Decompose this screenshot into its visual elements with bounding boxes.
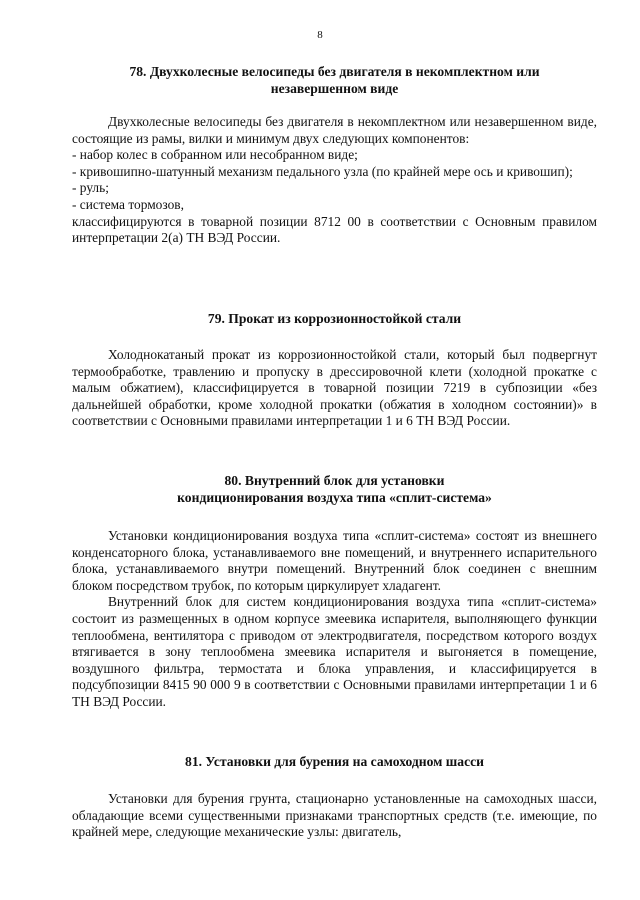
heading-line: 80. Внутренний блок для установки: [224, 473, 445, 488]
page-number: 8: [317, 29, 323, 41]
section-81-body: [72, 791, 597, 841]
section-78-body: [72, 114, 597, 247]
list-item: - кривошипно-шатунный механизм педального узла (по крайней мере ось и кривошип);: [72, 163, 573, 179]
list-item: - набор колес в собранном или несобранном виде;: [72, 147, 358, 163]
heading-line: кондиционирования воздуха типа «сплит-система»: [177, 490, 492, 505]
section-80: [72, 472, 597, 506]
section-79-body: [72, 347, 597, 430]
paragraph: Холоднокатаный прокат из коррозионностойкой стали, который был подвергнут термообработке, травлению и пропуску в дрессировочной клети (холодной прокатке с малым обжатием), классифицируется в товарной позиции 7219 в субпозиции «без дальнейшей обработки, кроме холодной прокатки (обжатия в холодном состоянии)» в соответствии с Основными правилами интерпретации 1 и 6 ТН ВЭД России.: [72, 347, 597, 429]
section-79: [72, 310, 597, 327]
heading-line: 78. Двухколесные велосипеды без двигателя в некомплектном или: [129, 64, 540, 79]
paragraph: Внутренний блок для систем кондиционирования воздуха типа «сплит-система» состоит из размещенных в одном корпусе змеевика испарителя, выполняющего функции теплообмена, вентилятора с приводом от электродвигателя, посредством которого воздух втягивается в зону теплообмена змеевика испарителя и выгоняется в помещение, воздушного фильтра, термостата и блока управления, и классифицируется в подсубпозиции 8415 90 000 9 в соответствии с Основными правилами интерпретации 1 и 6 ТН ВЭД России.: [72, 594, 597, 709]
paragraph: Установки кондиционирования воздуха типа «сплит-система» состоят из внешнего конденсаторного блока, устанавливаемого вне помещений, и внутреннего испарительного блока, устанавливаемого внутри помещений. Внутренний блок соединен с внешним блоком посредством трубок, по которым циркулирует хладагент.: [72, 528, 597, 593]
heading-line: 79. Прокат из коррозионностойкой стали: [207, 311, 462, 326]
section-heading: [72, 63, 597, 97]
paragraph: Установки для бурения грунта, стационарно установленные на самоходных шасси, обладающие всеми существенными признаками транспортных средств (т.е. имеющие, по крайней мере, следующие механические узлы: двигатель,: [72, 791, 597, 840]
list-item: - руль;: [72, 180, 109, 196]
section-81: [72, 753, 597, 770]
list-item: - система тормозов,: [72, 196, 184, 212]
section-heading: [72, 310, 597, 327]
paragraph: Двухколесные велосипеды без двигателя в некомплектном или незавершенном виде, состоящие из рамы, вилки и минимум двух следующих компонентов:: [72, 114, 597, 146]
heading-line: незавершенном виде: [270, 81, 399, 96]
section-78: [72, 63, 597, 97]
section-heading: [72, 753, 597, 770]
heading-line: 81. Установки для бурения на самоходном шасси: [185, 754, 484, 769]
section-80-body: [72, 528, 597, 711]
section-heading: [72, 472, 597, 506]
paragraph: классифицируются в товарной позиции 8712 00 в соответствии с Основным правилом интерпретации 2(а) ТН ВЭД России.: [72, 213, 597, 246]
